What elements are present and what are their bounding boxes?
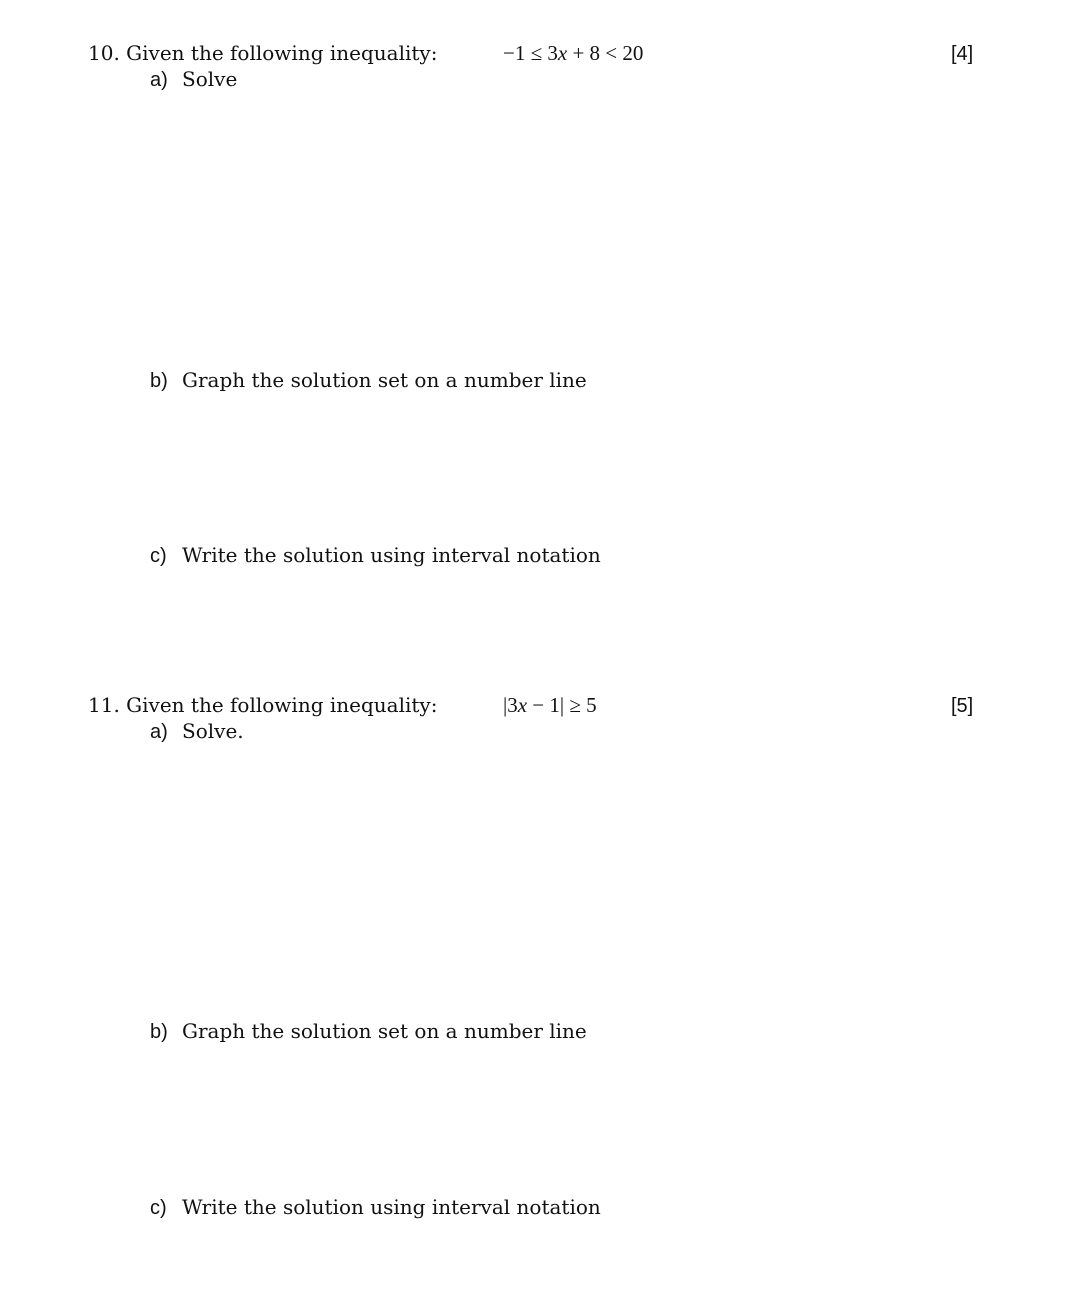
question-11-part-c: c) Write the solution using interval notation xyxy=(150,1195,601,1219)
question-10-part-b: b) Graph the solution set on a number line xyxy=(150,368,587,392)
marks-badge: [4] xyxy=(951,43,974,65)
question-11-header xyxy=(88,693,437,717)
question-prompt: Given the following inequality: xyxy=(126,693,438,717)
question-number: 11. xyxy=(88,693,120,717)
marks-badge: [5] xyxy=(951,695,974,717)
question-10-part-a: a) Solve xyxy=(150,67,238,91)
question-10-header xyxy=(88,41,437,65)
inequality-expression: −1 ≤ 3x + 8 < 20 xyxy=(503,41,644,65)
question-prompt: Given the following inequality: xyxy=(126,41,438,65)
inequality-expression: |3x − 1| ≥ 5 xyxy=(503,693,597,717)
question-number: 10. xyxy=(88,41,120,65)
question-10-part-c: c) Write the solution using interval notation xyxy=(150,543,601,567)
question-11-part-b: b) Graph the solution set on a number line xyxy=(150,1019,587,1043)
question-11-part-a: a) Solve. xyxy=(150,719,244,743)
